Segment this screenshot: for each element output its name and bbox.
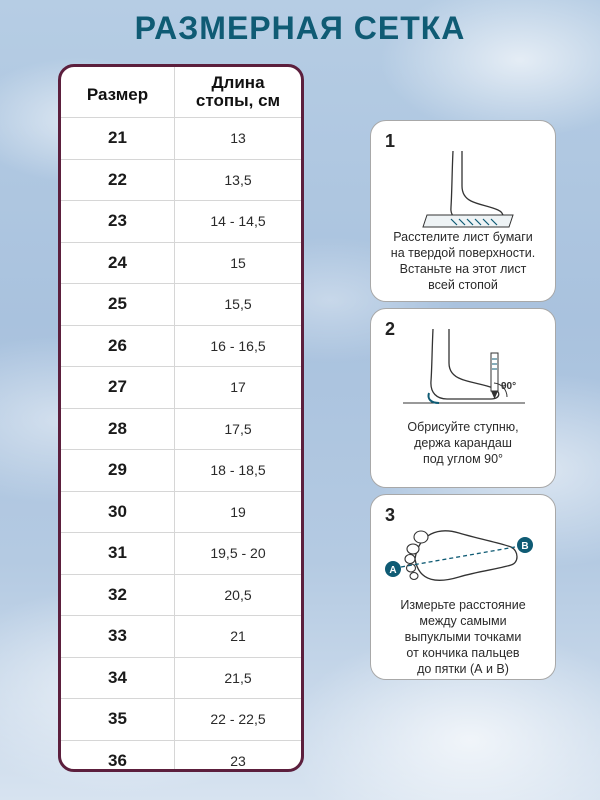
column-header-size: Размер xyxy=(61,67,175,117)
step-1-text: Расстелите лист бумаги на твердой поверхности. Встаньте на этот лист всей стопой xyxy=(390,230,536,292)
foot-length-cell: 17,5 xyxy=(224,420,252,437)
step-1-card xyxy=(370,120,556,302)
foot-length-cell: 22 - 22,5 xyxy=(210,711,266,728)
point-a-label: A xyxy=(389,565,397,576)
foot-length-cell: 20,5 xyxy=(224,586,252,603)
page-title: РАЗМЕРНАЯ СЕТКА xyxy=(134,10,466,46)
foot-length-cell: 21 xyxy=(230,628,246,645)
size-cell: 29 xyxy=(61,450,175,491)
table-row xyxy=(61,616,301,658)
table-row xyxy=(61,160,301,202)
foot-length-cell: 16 - 16,5 xyxy=(210,337,266,354)
table-row xyxy=(61,118,301,160)
foot-length-cell: 21,5 xyxy=(224,669,252,686)
size-cell: 22 xyxy=(61,160,175,201)
foot-length-cell: 13,5 xyxy=(224,171,252,188)
foot-length-cell: 19 xyxy=(230,503,246,520)
step-2-text: Обрисуйте ступню, держа карандаш под углом 90° xyxy=(407,420,519,466)
table-row xyxy=(61,409,301,451)
step-3-card xyxy=(370,494,556,680)
table-row xyxy=(61,699,301,741)
table-row xyxy=(61,658,301,700)
foot-measure-icon xyxy=(379,513,549,603)
size-cell: 34 xyxy=(61,658,175,699)
size-cell: 32 xyxy=(61,575,175,616)
size-cell: 27 xyxy=(61,367,175,408)
size-cell: 21 xyxy=(61,118,175,159)
table-body xyxy=(61,118,301,772)
size-cell: 33 xyxy=(61,616,175,657)
table-row xyxy=(61,367,301,409)
foot-length-cell: 14 - 14,5 xyxy=(210,213,266,230)
step-2-card xyxy=(370,308,556,488)
foot-length-cell: 18 - 18,5 xyxy=(210,462,266,479)
foot-length-cell: 15 xyxy=(230,254,246,271)
point-b-label: B xyxy=(521,541,529,552)
table-row xyxy=(61,201,301,243)
size-cell: 26 xyxy=(61,326,175,367)
pencil-outline-icon xyxy=(389,323,539,415)
table-row xyxy=(61,492,301,534)
size-cell: 28 xyxy=(61,409,175,450)
size-cell: 24 xyxy=(61,243,175,284)
table-row xyxy=(61,533,301,575)
size-cell: 31 xyxy=(61,533,175,574)
foot-length-cell: 15,5 xyxy=(224,296,252,313)
table-row xyxy=(61,575,301,617)
step-3-text: Измерьте расстояние между самыми выпуклыми точками от кончика пальцев до пятки (А и В) xyxy=(400,598,526,676)
step-2-number: 2 xyxy=(385,319,396,339)
table-row xyxy=(61,243,301,285)
step-1-number: 1 xyxy=(385,131,396,151)
size-table xyxy=(58,64,304,772)
column-header-foot-length: Длина стопы, см xyxy=(195,73,281,110)
table-row xyxy=(61,450,301,492)
size-cell: 30 xyxy=(61,492,175,533)
foot-length-cell: 17 xyxy=(230,379,246,396)
foot-length-cell: 23 xyxy=(230,752,246,769)
foot-on-paper-icon xyxy=(405,141,525,241)
size-cell: 25 xyxy=(61,284,175,325)
step-3-number: 3 xyxy=(385,505,396,525)
angle-label: 90° xyxy=(501,381,517,392)
size-cell: 36 xyxy=(61,741,175,773)
size-cell: 23 xyxy=(61,201,175,242)
foot-length-cell: 19,5 - 20 xyxy=(210,545,266,562)
table-row xyxy=(61,741,301,773)
foot-length-cell: 13 xyxy=(230,130,246,147)
table-row xyxy=(61,284,301,326)
table-header xyxy=(61,67,301,118)
table-row xyxy=(61,326,301,368)
size-cell: 35 xyxy=(61,699,175,740)
